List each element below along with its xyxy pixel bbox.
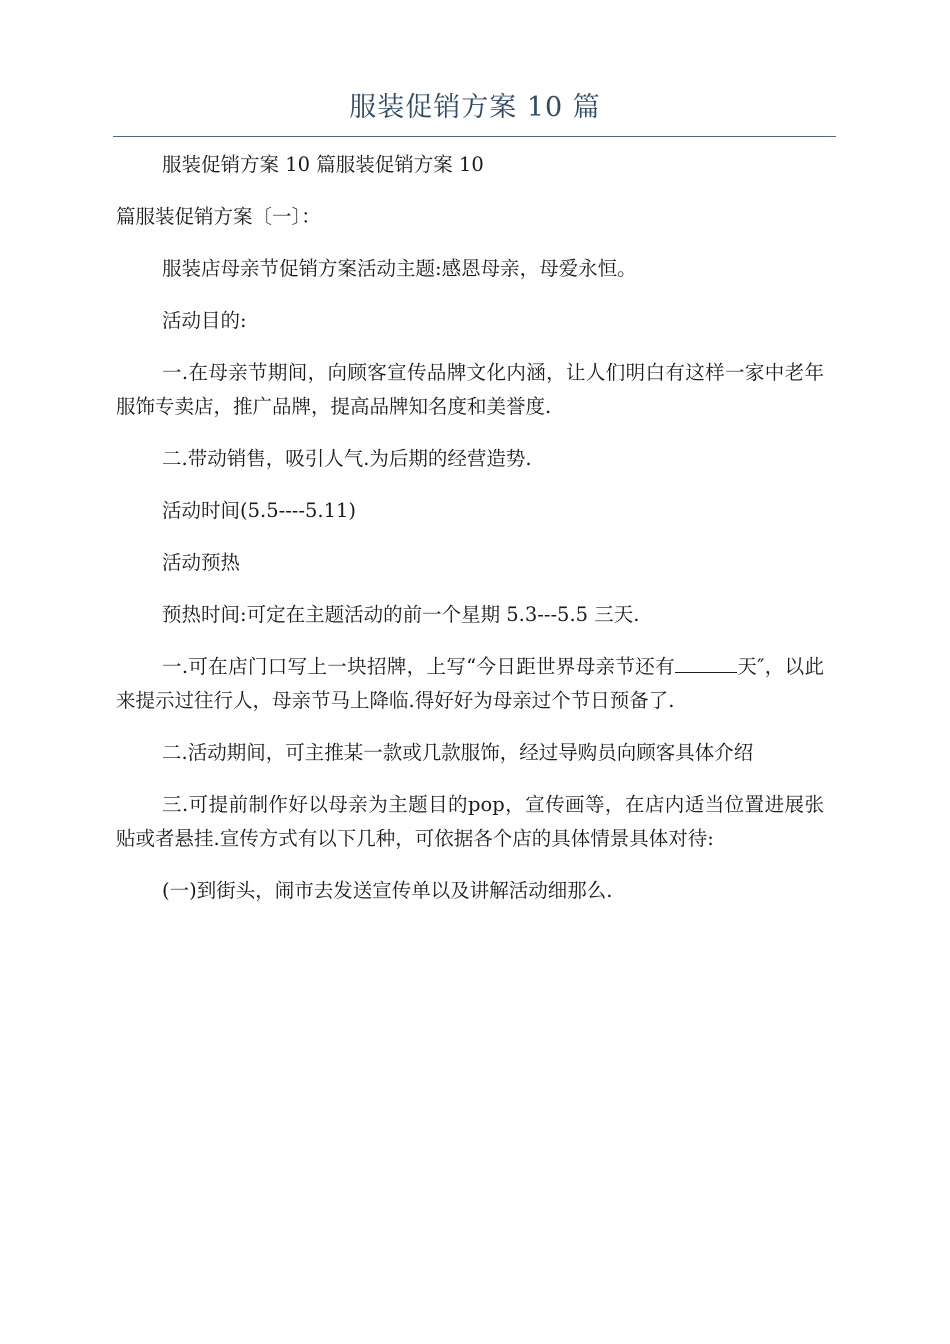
paragraph-section-heading: 篇服装促销方案〔一〕：	[116, 205, 321, 228]
paragraph-warmup-heading: 活动预热	[162, 551, 241, 574]
paragraph-intro: 服装促销方案 10 篇服装促销方案 10	[162, 153, 484, 176]
document-title: 服装促销方案 10 篇	[349, 92, 601, 123]
paragraph-purpose-heading: 活动目的:	[162, 309, 247, 332]
paragraph-warmup-2: 二.活动期间，可主推某一款或几款服饰，经过导购员向顾客具体介绍	[162, 741, 754, 764]
paragraph-activity-time: 活动时间(5.5----5.11)	[162, 499, 357, 522]
warmup-1-text-end: 天″，以此来提示过往行人，母亲节马上降临.得好好为母亲过个节日预备了.	[116, 655, 824, 712]
document-body	[116, 148, 824, 926]
paragraph-warmup-3: 三.可提前制作好以母亲为主题目的pop，宣传画等，在店内适当位置进展张贴或者悬挂.宣传方式有以下几种，可依据各个店的具体情景具体对待:	[116, 793, 824, 850]
warmup-1-text-start: 一.可在店门口写上一块招牌，上写“今日距世界母亲节还有	[162, 655, 675, 678]
paragraph-warmup-time: 预热时间:可定在主题活动的前一个星期 5.3---5.5 三天.	[162, 603, 640, 626]
paragraph-method-1: (一)到街头，闹市去发送宣传单以及讲解活动细那么.	[162, 879, 613, 902]
title-divider	[113, 136, 836, 137]
fill-in-blank	[675, 652, 737, 673]
paragraph-theme: 服装店母亲节促销方案活动主题:感恩母亲，母爱永恒。	[162, 257, 637, 280]
paragraph-warmup-1	[116, 650, 824, 718]
paragraph-purpose-2: 二.带动销售，吸引人气.为后期的经营造势.	[162, 447, 532, 470]
paragraph-purpose-1: 一.在母亲节期间，向顾客宣传品牌文化内涵，让人们明白有这样一家中老年服饰专卖店，推广品牌，提高品牌知名度和美誉度.	[116, 361, 824, 418]
